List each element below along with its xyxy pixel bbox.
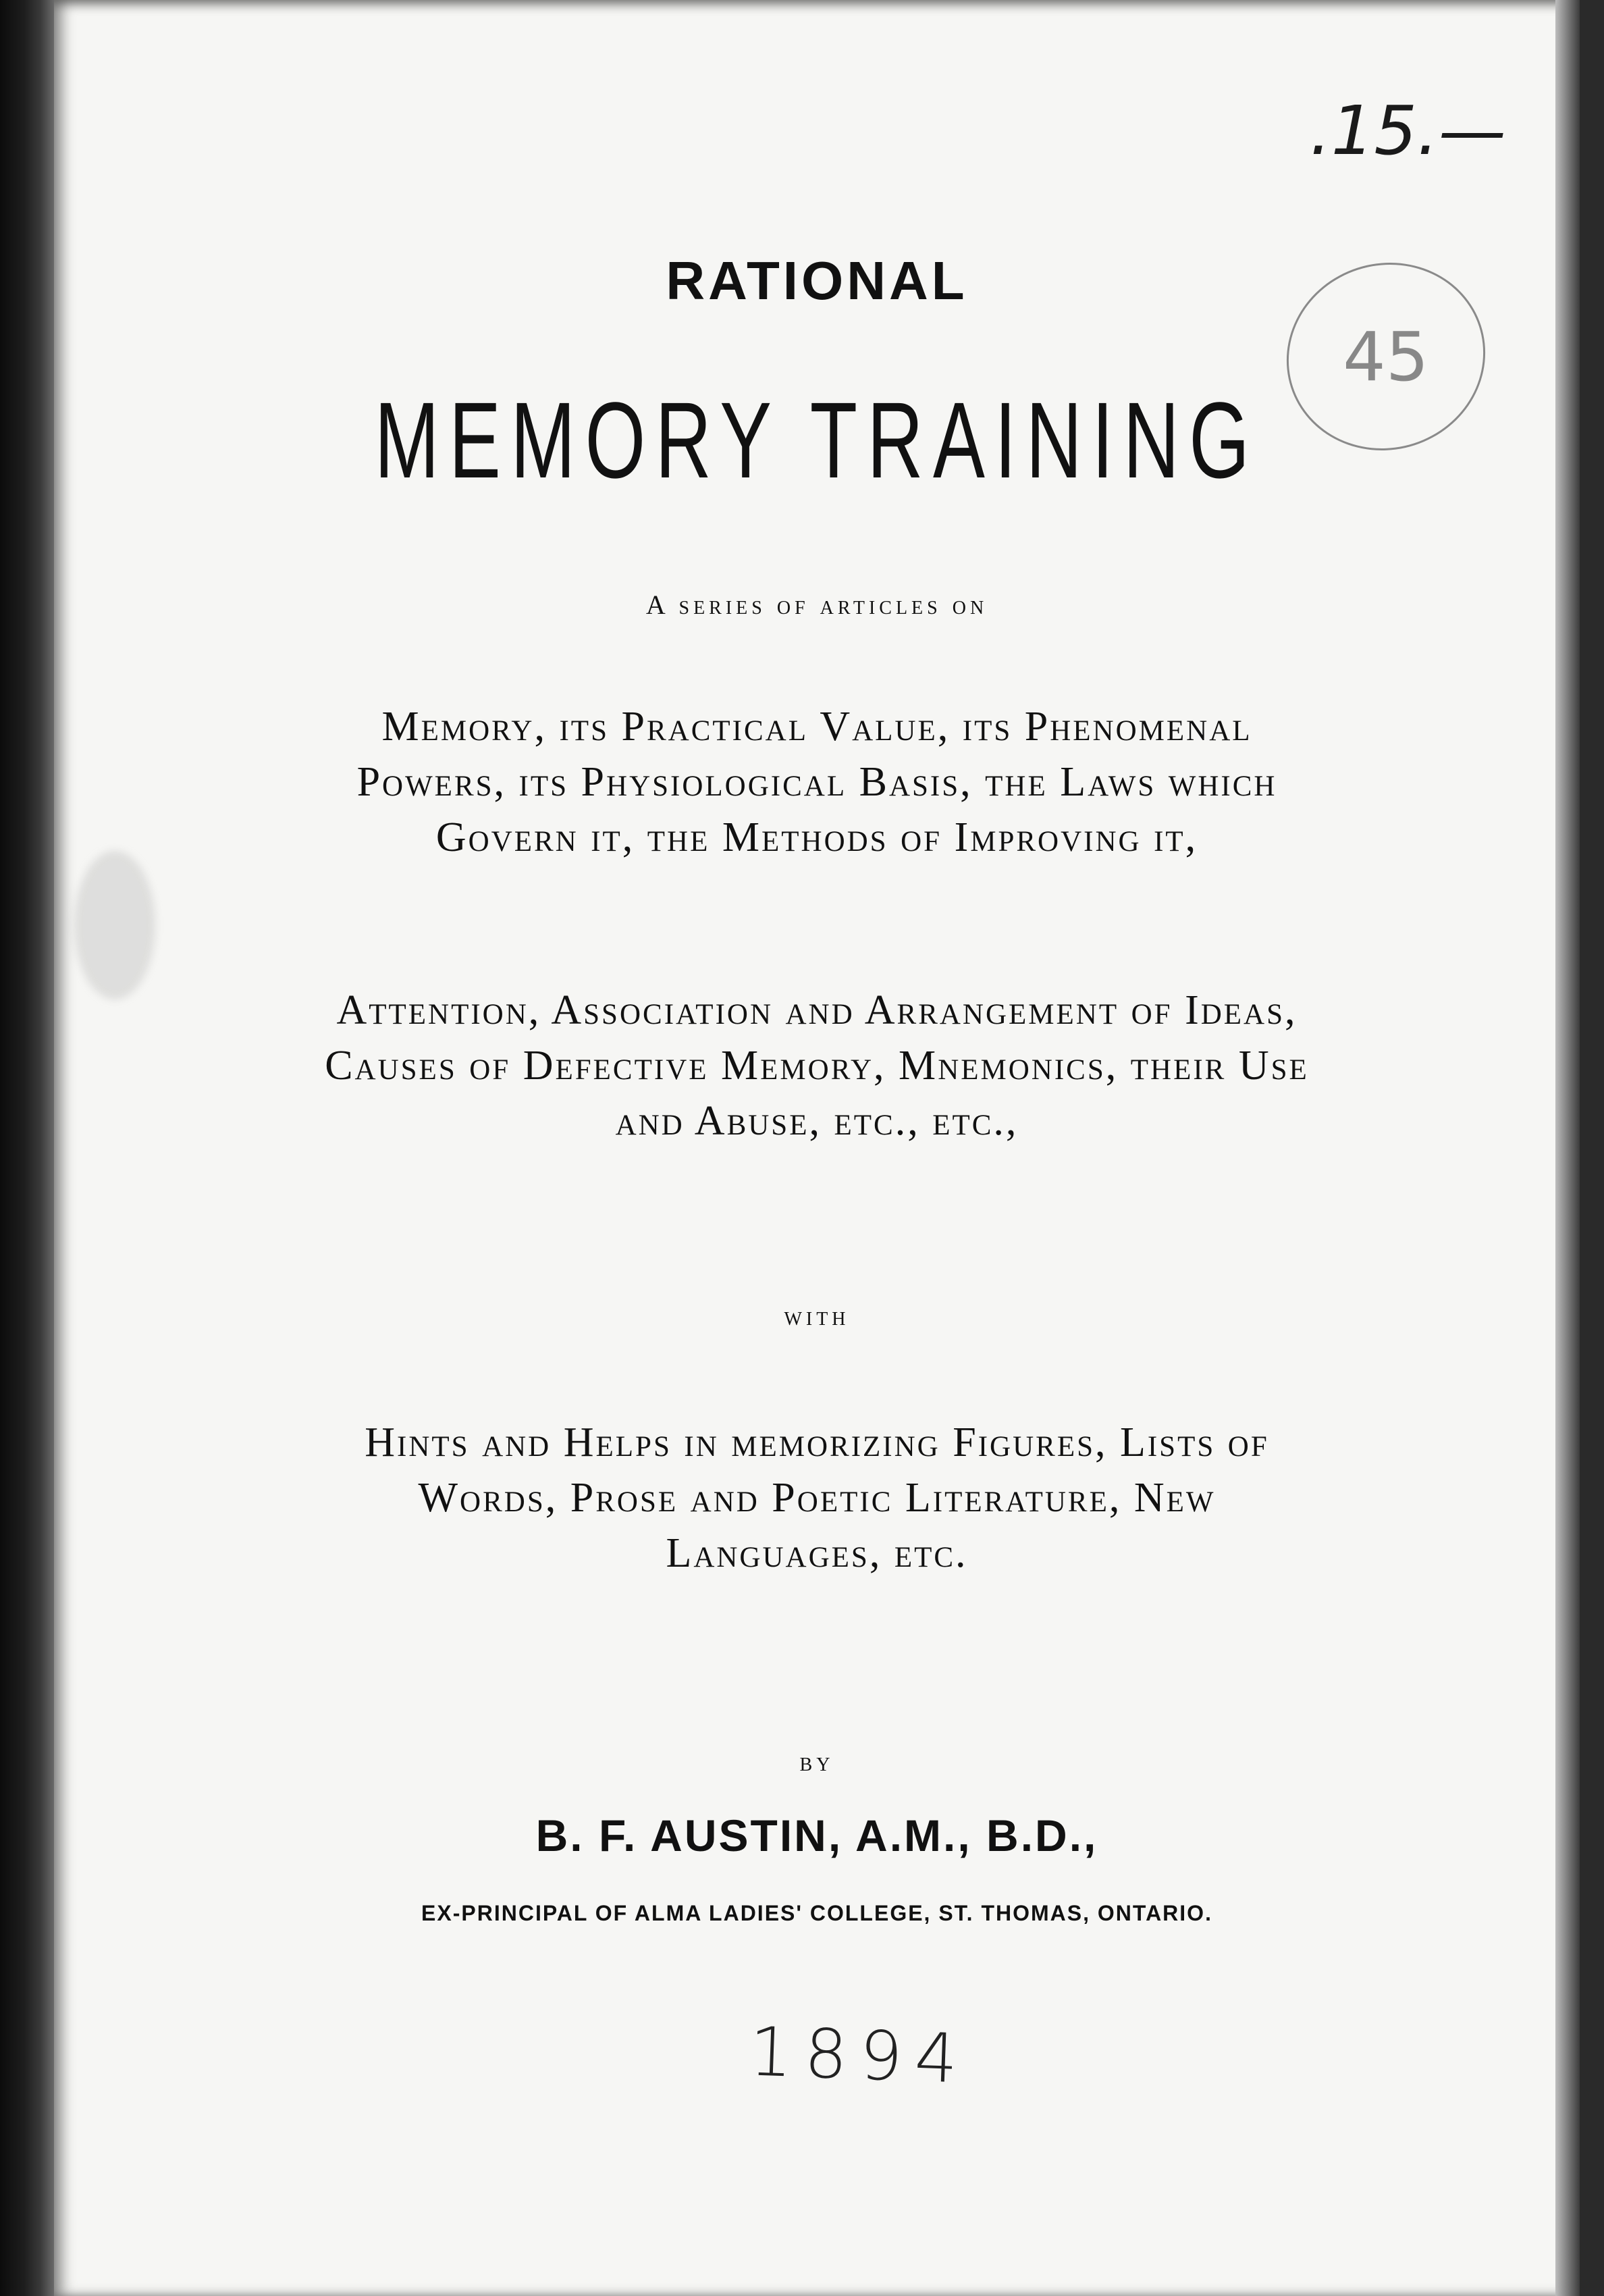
contents-paragraph-2: Attention, Association and Arrangement of Ideas, Causes of Defective Memory, Mnemonics, their Use and Abuse, etc., etc., bbox=[325, 987, 1309, 1144]
title-line-1: RATIONAL bbox=[666, 251, 968, 311]
subtitle: A series of articles on bbox=[645, 590, 988, 620]
with-label: with bbox=[784, 1301, 850, 1331]
contents-paragraph-1: Memory, its Practical Value, its Phenomenal Powers, its Physiological Basis, the Laws which Govern it, the Methods of Improving it, bbox=[356, 704, 1277, 860]
author-affiliation: EX-PRINCIPAL OF ALMA LADIES' COLLEGE, ST. THOMAS, ONTARIO. bbox=[421, 1901, 1212, 1925]
circled-number-text: 45 bbox=[1343, 317, 1429, 396]
contents-paragraph-3: Hints and Helps in memorizing Figures, Lists of Words, Prose and Poetic Literature, New Languages, etc. bbox=[365, 1419, 1269, 1576]
by-label: by bbox=[799, 1746, 834, 1777]
page-edge-shadow bbox=[1555, 0, 1580, 2296]
author-name: B. F. AUSTIN, A.M., B.D., bbox=[535, 1810, 1098, 1860]
handwritten-shelf-number: .15.— bbox=[1310, 91, 1506, 170]
book-binding bbox=[0, 0, 54, 2296]
paper-stain bbox=[74, 851, 155, 999]
title-line-2: MEMORY TRAINING bbox=[374, 380, 1260, 500]
handwritten-year: 1894 bbox=[748, 2012, 971, 2099]
